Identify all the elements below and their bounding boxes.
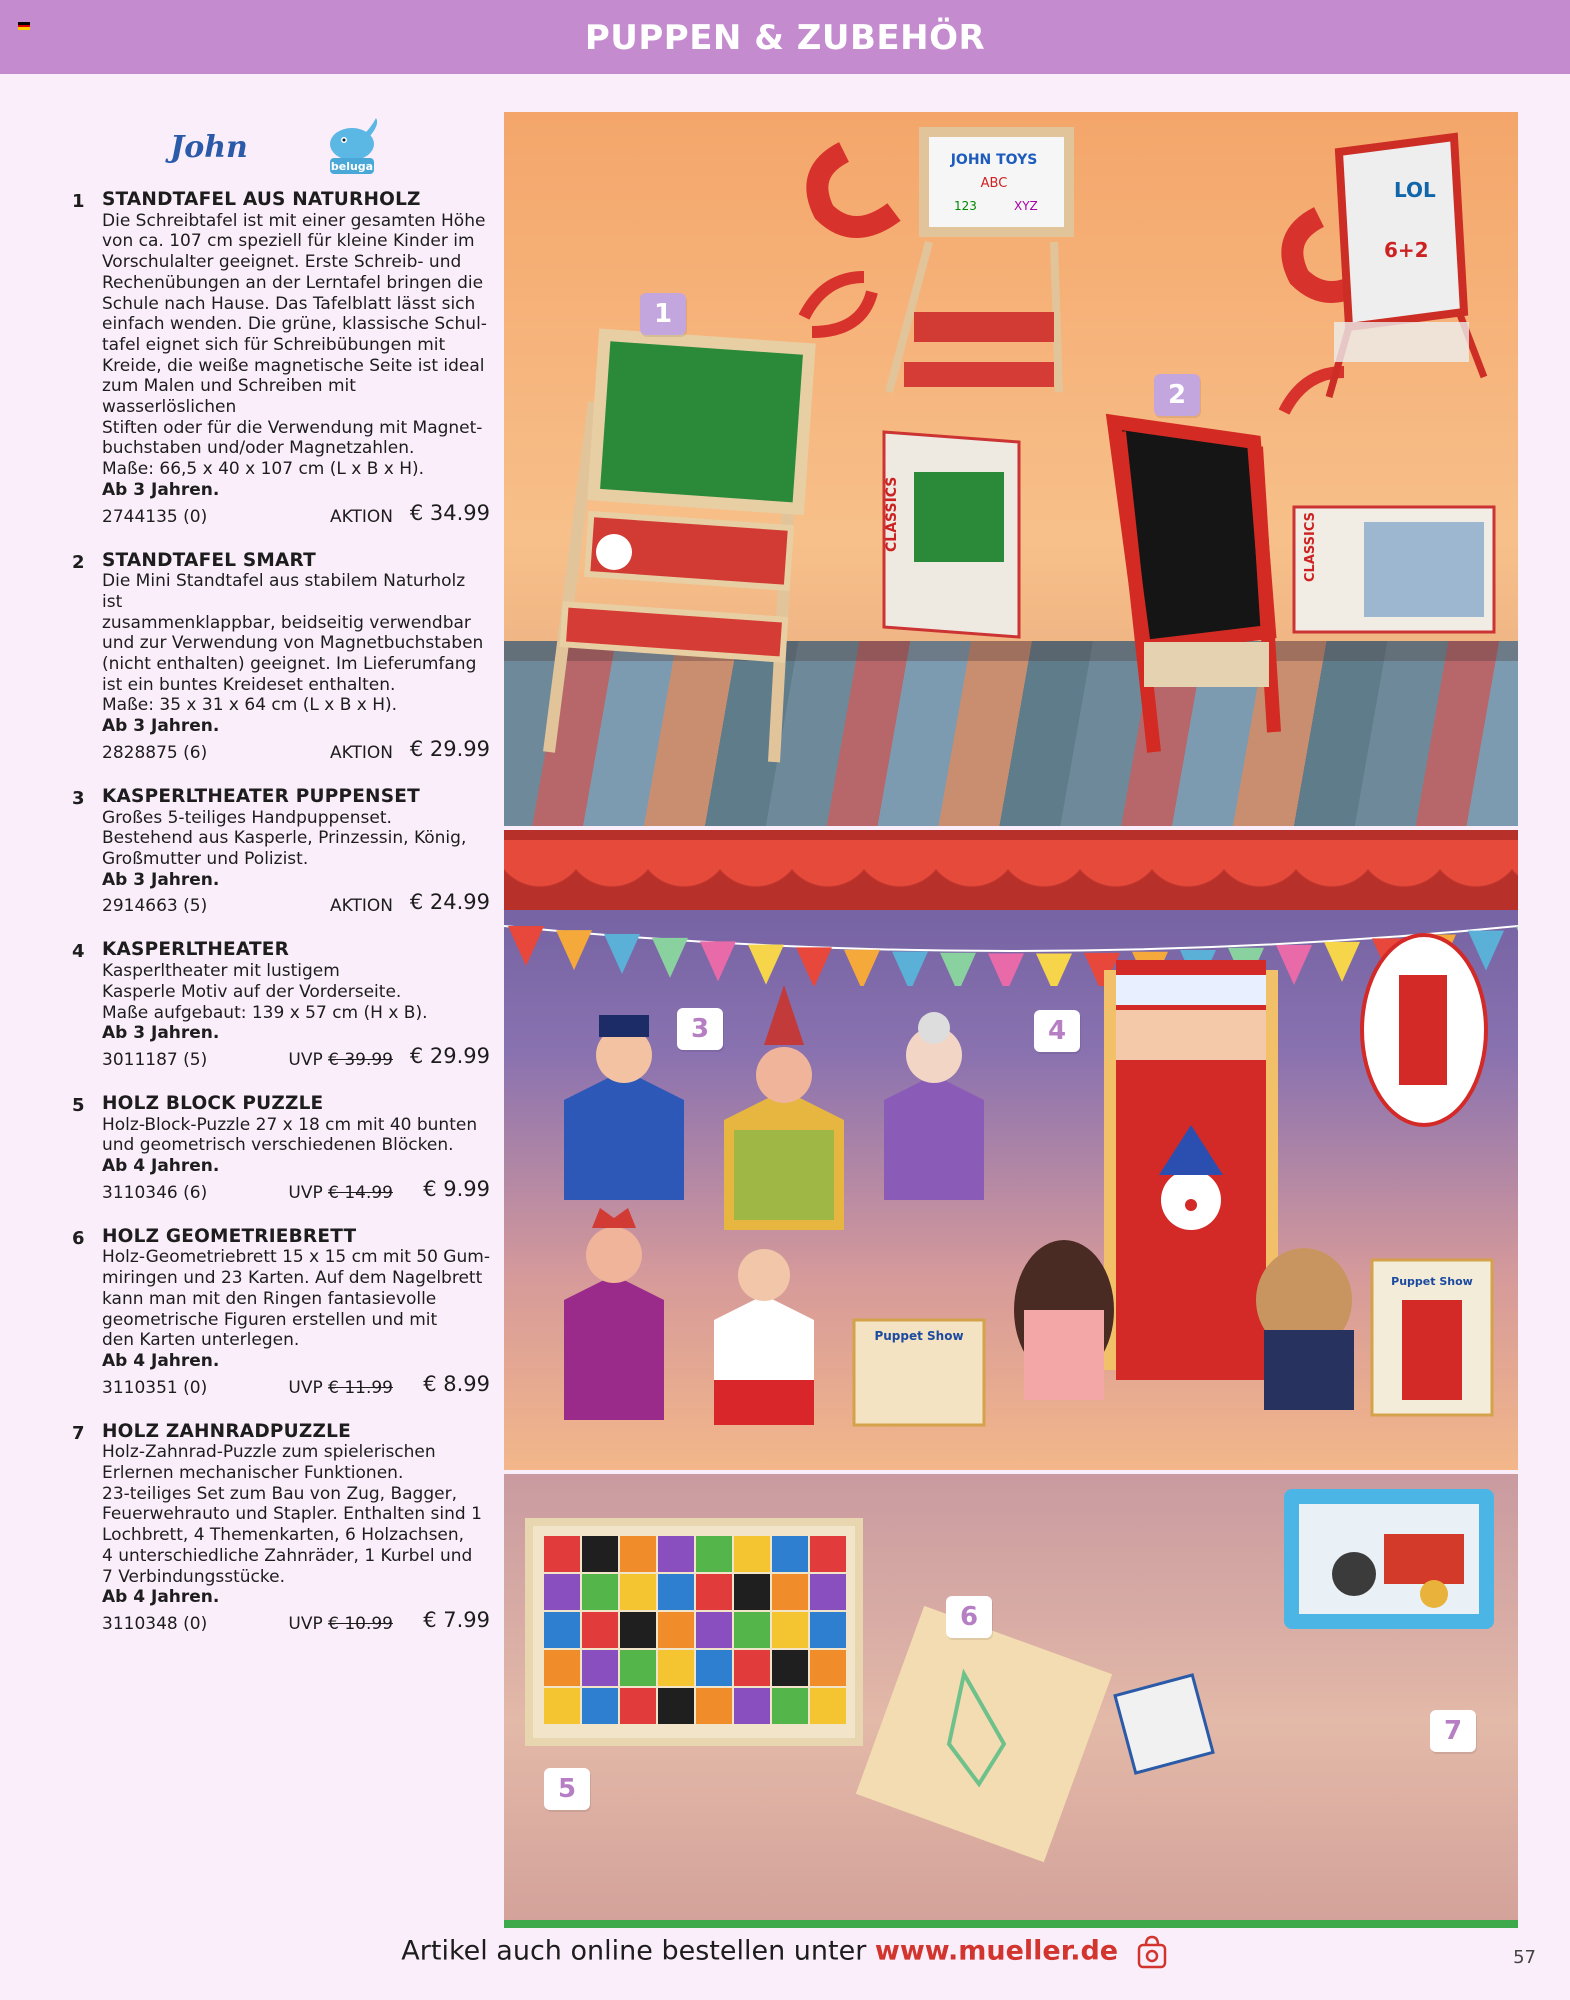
- puppets-illustration: [504, 830, 1518, 1470]
- old-price: € 39.99: [328, 1049, 393, 1070]
- puzzle-block: [810, 1612, 846, 1648]
- item-age: Ab 4 Jahren.: [102, 1587, 220, 1608]
- item-number: 3: [72, 787, 85, 809]
- green-divider: [504, 1920, 1518, 1928]
- puzzle-block: [696, 1536, 732, 1572]
- svg-text:CLASSICS: CLASSICS: [884, 476, 900, 552]
- puzzles-photo: [504, 1474, 1518, 1924]
- puzzle-block: [544, 1612, 580, 1648]
- puzzle-block: [658, 1574, 694, 1610]
- puzzle-block: [658, 1688, 694, 1724]
- puzzle-block: [772, 1574, 808, 1610]
- item-name: KASPERLTHEATER: [102, 939, 290, 961]
- item-name: HOLZ GEOMETRIEBRETT: [102, 1225, 357, 1247]
- item-price: € 9.99: [423, 1176, 490, 1201]
- item-name: HOLZ ZAHNRADPUZZLE: [102, 1420, 351, 1442]
- old-price: € 11.99: [328, 1377, 393, 1398]
- puzzle-block: [544, 1688, 580, 1724]
- puzzle-block: [696, 1612, 732, 1648]
- svg-text:6+2: 6+2: [1384, 238, 1429, 262]
- puzzle-block: [658, 1650, 694, 1686]
- product-list: [70, 110, 490, 1636]
- puzzles-illustration: [504, 1474, 1518, 1924]
- puzzle-block: [810, 1536, 846, 1572]
- item-code: 2914663 (5): [102, 896, 208, 917]
- price-tag-label: UVP: [288, 1613, 323, 1634]
- price-line: [102, 892, 490, 918]
- puzzle-block: [582, 1612, 618, 1648]
- price-tag-label: AKTION: [330, 506, 393, 527]
- product-item: [70, 1094, 490, 1205]
- item-price: € 24.99: [409, 890, 490, 915]
- badge-5: 5: [544, 1768, 590, 1810]
- puzzle-block: [734, 1536, 770, 1572]
- price-tag: [330, 896, 393, 917]
- item-name: STANDTAFEL AUS NATURHOLZ: [102, 189, 421, 210]
- product-item: [70, 940, 490, 1072]
- item-age: Ab 3 Jahren.: [102, 479, 220, 500]
- price-tag-label: AKTION: [330, 896, 393, 917]
- price-line: [102, 1607, 490, 1636]
- item-code: 3110351 (0): [102, 1377, 208, 1398]
- puzzle-block: [658, 1536, 694, 1572]
- item-age: Ab 3 Jahren.: [102, 716, 220, 737]
- page-number: 57: [1513, 1947, 1536, 1968]
- item-description: Holz-Block-Puzzle 27 x 18 cm mit 40 bunten und geometrisch verschiedenen Blöcken.: [102, 1114, 478, 1156]
- puzzle-block: [696, 1574, 732, 1610]
- puzzle-block: [582, 1688, 618, 1724]
- item-age: Ab 4 Jahren.: [102, 1156, 220, 1177]
- item-description: Die Mini Standtafel aus stabilem Naturholz ist zusammenklappbar, beidseitig verwendbar und zur Verwendung von Magnetbuchstaben (nicht enthalten) geeignet. Im Lieferumfang ist ein buntes Kreideset enthalten. Maße: 35 x 31 x 64 cm (L x B x H).: [102, 571, 484, 716]
- puzzle-block: [734, 1688, 770, 1724]
- puzzle-block: [582, 1574, 618, 1610]
- price-line: [102, 1043, 490, 1072]
- svg-text:123: 123: [954, 199, 977, 213]
- item-name: KASPERLTHEATER PUPPENSET: [102, 785, 420, 807]
- page-title: PUPPEN & ZUBEHÖR: [584, 18, 986, 58]
- puzzle-block: [734, 1650, 770, 1686]
- item-number: 5: [72, 1094, 85, 1116]
- beluga-logo-icon: [320, 114, 384, 178]
- puzzle-block: [734, 1612, 770, 1648]
- puzzle-block: [772, 1612, 808, 1648]
- price-tag: [330, 507, 393, 528]
- item-price: € 8.99: [423, 1371, 490, 1396]
- puzzle-block: [734, 1574, 770, 1610]
- item-age: Ab 3 Jahren.: [102, 1023, 220, 1044]
- price-tag: [330, 743, 393, 764]
- item-code: 2828875 (6): [102, 742, 208, 763]
- brand-logos: [170, 110, 490, 190]
- badge-7: 7: [1430, 1710, 1476, 1752]
- puzzle-block: [810, 1688, 846, 1724]
- product-item: [70, 787, 490, 919]
- item-price: € 7.99: [423, 1607, 490, 1632]
- item-number: 1: [72, 191, 85, 212]
- item-code: 3110348 (0): [102, 1613, 208, 1634]
- puzzle-block: [620, 1688, 656, 1724]
- badge-1: 1: [640, 293, 686, 335]
- puzzle-block: [620, 1574, 656, 1610]
- item-number: 4: [72, 941, 85, 963]
- item-price: € 34.99: [409, 500, 490, 525]
- puzzle-block: [696, 1688, 732, 1724]
- price-line: [102, 500, 490, 529]
- shopping-bag-icon: [1135, 1935, 1169, 1969]
- item-description: Holz-Geometriebrett 15 x 15 cm mit 50 Gum- miringen und 23 Karten. Auf dem Nagelbrett kann man mit den Ringen fantasievolle geometrische Figuren erstellen und mit den Karten unterlegen.: [102, 1247, 490, 1351]
- puzzle-block: [620, 1612, 656, 1648]
- item-description: Die Schreibtafel ist mit einer gesamten Höhe von ca. 107 cm speziell für kleine Kinder im Vorschulalter geeignet. Erste Schreib- und Rechenübungen an der Lerntafel bringen die Schule nach Hause. Das Tafelblatt lässt sich einfach wenden. Die grüne, klassische Schul- tafel eignet sich für Schreibübungen mit Kreide, die weiße magnetische Seite ist ideal zum Malen und Schreiben mit wasserlöslichen Stiften oder für die Verwendung mit Magnet- buchstaben und/oder Magnetzahlen. Maße: 66,5 x 40 x 107 cm (L x B x H).: [102, 210, 487, 480]
- price-tag-label: UVP: [288, 1049, 323, 1070]
- puzzle-block: [544, 1650, 580, 1686]
- svg-text:Puppet Show: Puppet Show: [874, 1329, 964, 1343]
- footer: [0, 1935, 1570, 1969]
- svg-text:LOL: LOL: [1394, 178, 1436, 202]
- svg-text:JOHN TOYS: JOHN TOYS: [950, 152, 1038, 168]
- svg-text:Puppet Show: Puppet Show: [1391, 1275, 1473, 1288]
- easel-photo: [504, 112, 1518, 826]
- price-tag-label: UVP: [288, 1377, 323, 1398]
- puzzle-block: [582, 1536, 618, 1572]
- badge-2: 2: [1154, 374, 1200, 416]
- badge-3: 3: [677, 1008, 723, 1050]
- item-code: 2744135 (0): [102, 506, 208, 527]
- puzzle-block: [772, 1688, 808, 1724]
- item-number: 7: [72, 1422, 85, 1444]
- old-price: € 10.99: [328, 1613, 393, 1634]
- price-tag: [288, 1614, 393, 1635]
- price-line: [102, 1371, 490, 1400]
- badge-6: 6: [946, 1596, 992, 1638]
- badge-4: 4: [1034, 1010, 1080, 1052]
- puzzle-block: [582, 1650, 618, 1686]
- svg-text:beluga: beluga: [330, 160, 374, 173]
- puzzle-block: [810, 1574, 846, 1610]
- puzzle-block: [772, 1650, 808, 1686]
- puzzle-block: [696, 1650, 732, 1686]
- item-code: 3110346 (6): [102, 1182, 208, 1203]
- price-tag-label: AKTION: [330, 742, 393, 763]
- item-number: 6: [72, 1227, 85, 1249]
- product-item: [70, 1227, 490, 1400]
- easels-illustration: [504, 112, 1518, 826]
- price-tag-label: UVP: [288, 1182, 323, 1203]
- price-tag: [288, 1183, 393, 1204]
- puzzle-block: [810, 1650, 846, 1686]
- old-price: € 14.99: [328, 1182, 393, 1203]
- puzzle-block: [620, 1650, 656, 1686]
- puzzle-block: [544, 1536, 580, 1572]
- shop-link[interactable]: www.mueller.de: [874, 1935, 1119, 1967]
- puzzle-block: [658, 1612, 694, 1648]
- puzzle-block: [620, 1536, 656, 1572]
- price-line: [102, 736, 490, 765]
- price-tag: [288, 1378, 393, 1399]
- product-item: [70, 1422, 490, 1636]
- john-logo: John: [170, 130, 248, 165]
- item-number: 2: [72, 551, 85, 573]
- item-description: Kasperltheater mit lustigem Kasperle Motiv auf der Vorderseite. Maße aufgebaut: 139 x 57 cm (H x B).: [102, 961, 428, 1023]
- item-price: € 29.99: [409, 736, 490, 761]
- item-name: HOLZ BLOCK PUZZLE: [102, 1092, 324, 1114]
- page-header: [0, 0, 1570, 74]
- price-tag: [288, 1050, 393, 1071]
- product-item: [70, 190, 490, 529]
- svg-text:XYZ: XYZ: [1014, 199, 1038, 213]
- footer-text: Artikel auch online bestellen unter: [401, 1935, 875, 1967]
- svg-text:ABC: ABC: [980, 176, 1008, 191]
- item-price: € 29.99: [409, 1043, 490, 1068]
- item-age: Ab 3 Jahren.: [102, 869, 220, 890]
- item-code: 3011187 (5): [102, 1049, 208, 1070]
- product-item: [70, 551, 490, 765]
- price-line: [102, 1176, 490, 1205]
- svg-text:CLASSICS: CLASSICS: [1303, 511, 1318, 582]
- item-age: Ab 4 Jahren.: [102, 1350, 220, 1371]
- item-description: Holz-Zahnrad-Puzzle zum spielerischen Erlernen mechanischer Funktionen. 23-teiliges Set zum Bau von Zug, Bagger, Feuerwehrauto und Stapler. Enthalten sind 1 Lochbrett, 4 Themenkarten, 6 Holzachsen, 4 unterschiedliche Zahnräder, 1 Kurbel und 7 Verbindungsstücke.: [102, 1442, 482, 1587]
- puzzle-block: [772, 1536, 808, 1572]
- item-description: Großes 5-teiliges Handpuppenset. Bestehend aus Kasperle, Prinzessin, König, Großmutter und Polizist.: [102, 807, 467, 869]
- puppet-theater-photo: [504, 830, 1518, 1470]
- puzzle-block: [544, 1574, 580, 1610]
- item-name: STANDTAFEL SMART: [102, 549, 316, 571]
